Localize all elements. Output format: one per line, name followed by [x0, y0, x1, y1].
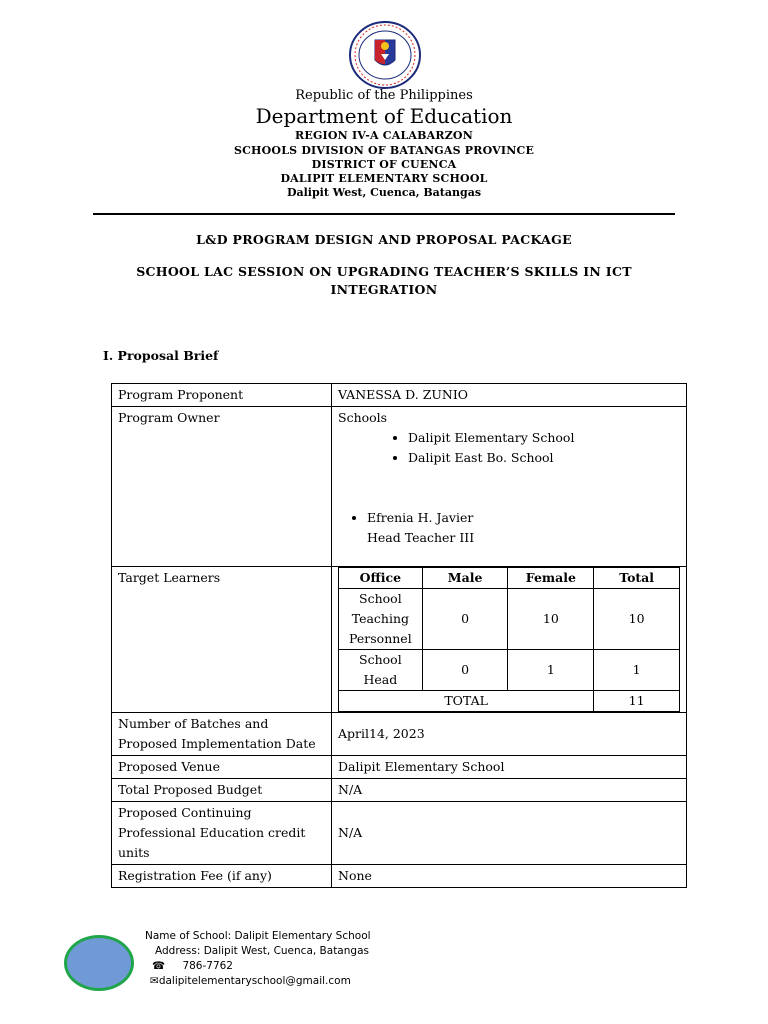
female-cell: 10 [508, 589, 594, 650]
owner-label: Program Owner [112, 407, 332, 567]
footer-phone [152, 960, 233, 972]
phone-icon: ☎ [152, 960, 166, 972]
footer-email [150, 975, 351, 987]
table-row [112, 384, 687, 407]
footer-address: Address: Dalipit West, Cuenca, Batangas [155, 945, 369, 957]
section-heading: I. Proposal Brief [103, 348, 219, 363]
total-row [339, 691, 680, 712]
package-title: L&D PROGRAM DESIGN AND PROPOSAL PACKAGE [196, 232, 572, 247]
owner-heading: Schools [338, 410, 388, 425]
total-cell: 1 [594, 650, 680, 691]
owner-person [367, 508, 680, 548]
batches-value: April14, 2023 [332, 713, 687, 756]
list-item: • Dalipit Elementary School [408, 428, 680, 448]
learners-cell [332, 567, 687, 713]
footer-logo [64, 935, 134, 991]
learners-label: Target Learners [112, 567, 332, 713]
fee-label: Registration Fee (if any) [112, 865, 332, 888]
owner-school-list [338, 428, 680, 468]
owner-person-position: Head Teacher III [367, 530, 475, 545]
address-line: Dalipit West, Cuenca, Batangas [286, 186, 482, 199]
table-row [339, 589, 680, 650]
session-title-line1: SCHOOL LAC SESSION ON UPGRADING TEACHER’S SKILLS IN ICT [136, 264, 632, 279]
proposal-brief-table [111, 383, 687, 888]
envelope-icon: ✉ [150, 975, 159, 987]
proponent-label: Program Proponent [112, 384, 332, 407]
header-divider [93, 213, 675, 215]
cpe-label: Proposed Continuing Professional Education credit units [112, 802, 332, 865]
table-row [339, 650, 680, 691]
list-item: • Dalipit East Bo. School [408, 448, 680, 468]
footer-email-address: dalipitelementaryschool@gmail.com [158, 975, 351, 987]
total-value: 11 [594, 691, 680, 712]
learners-table [338, 567, 680, 712]
footer-school-name: Name of School: Dalipit Elementary School [145, 930, 371, 942]
owner-cell [332, 407, 687, 567]
owner-person-list [338, 508, 680, 548]
table-row [112, 756, 687, 779]
proponent-value: VANESSA D. ZUNIO [332, 384, 687, 407]
owner-person-name: Efrenia H. Javier [367, 510, 474, 525]
table-row [112, 802, 687, 865]
header-female: Female [508, 568, 594, 589]
table-row [112, 567, 687, 713]
learners-header-row [339, 568, 680, 589]
office-cell: School Teaching Personnel [339, 589, 423, 650]
header-office: Office [339, 568, 423, 589]
division-line: SCHOOLS DIVISION OF BATANGAS PROVINCE [233, 144, 535, 157]
female-cell: 1 [508, 650, 594, 691]
total-label: TOTAL [339, 691, 594, 712]
table-row [112, 865, 687, 888]
department-name: Department of Education [255, 104, 513, 128]
table-row [112, 713, 687, 756]
district-line: DISTRICT OF CUENCA [311, 158, 457, 171]
school-line: DALIPIT ELEMENTARY SCHOOL [280, 172, 488, 185]
header-male: Male [422, 568, 508, 589]
footer-phone-number: 786-7762 [182, 960, 233, 972]
venue-label: Proposed Venue [112, 756, 332, 779]
region-line: REGION IV-A CALABARZON [295, 129, 473, 142]
fee-value: None [332, 865, 687, 888]
venue-value: Dalipit Elementary School [332, 756, 687, 779]
cpe-value: N/A [332, 802, 687, 865]
male-cell: 0 [422, 589, 508, 650]
table-row [112, 407, 687, 567]
male-cell: 0 [422, 650, 508, 691]
batches-label: Number of Batches and Proposed Implementation Date [112, 713, 332, 756]
office-cell: School Head [339, 650, 423, 691]
budget-label: Total Proposed Budget [112, 779, 332, 802]
total-cell: 10 [594, 589, 680, 650]
session-title-line2: INTEGRATION [330, 282, 438, 297]
table-row [112, 779, 687, 802]
deped-seal-logo [348, 20, 422, 90]
header-total: Total [594, 568, 680, 589]
republic-line: Republic of the Philippines [295, 88, 473, 103]
budget-value: N/A [332, 779, 687, 802]
